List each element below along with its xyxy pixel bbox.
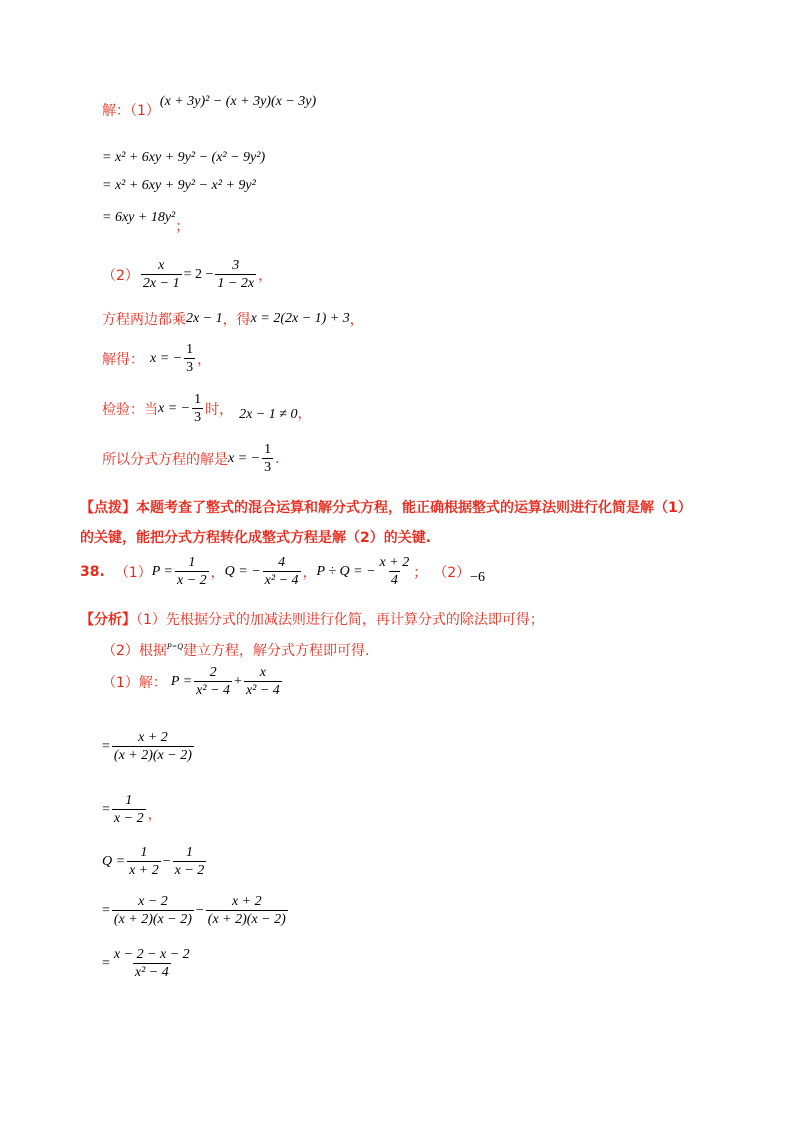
analysis-line-2 bbox=[102, 640, 369, 660]
q38-Q-fraction: $\frac{4}{\text{x² − 4}}$ bbox=[264, 555, 299, 589]
step-2: = x² + 6xy + 9y² − x² + 9y² bbox=[102, 178, 256, 193]
q38-part2-label: （2） bbox=[433, 564, 471, 581]
q38-number: 38. bbox=[80, 563, 105, 580]
solve-fraction: $\frac{1}{3}$ bbox=[186, 342, 194, 376]
check-label-b: 时， bbox=[205, 401, 234, 418]
analysis-text-1: （1）先根据分式的加减法则进行化简，再计算分式的除法即可得； bbox=[136, 612, 544, 628]
Q-def: Q = bbox=[102, 853, 126, 869]
comment-tag: 【点拨】 bbox=[80, 500, 136, 516]
solve-row bbox=[102, 342, 211, 376]
conclusion-label: 所以分式方程的解是 bbox=[102, 451, 228, 468]
comment-line-1 bbox=[80, 497, 692, 517]
both-sides-label: 方程两边都乘 bbox=[102, 312, 186, 328]
comment-text-1: 本题考查了整式的混合运算和解分式方程，能正确根据整式的运算法则进行化简是解（1） bbox=[136, 500, 692, 516]
eq2-lhs-fraction: $\frac{x}{2x - 1}$ bbox=[142, 258, 180, 292]
sol38-plus: + bbox=[234, 673, 242, 689]
eq2-comma: ， bbox=[258, 267, 273, 284]
Q-step-2 bbox=[102, 947, 194, 981]
multiply-comma: ， bbox=[349, 312, 364, 328]
sol38-P-frac-2: $\frac{x}{\text{x² − 4}}$ bbox=[245, 665, 280, 699]
sol38-label: （1）解： bbox=[102, 674, 167, 691]
q38-comma-2: ， bbox=[302, 564, 317, 581]
multiplier: 2x − 1 bbox=[186, 311, 223, 326]
Q-step-1 bbox=[102, 894, 290, 928]
analysis-line-1 bbox=[80, 609, 544, 629]
s2-eq: = bbox=[102, 801, 110, 817]
conclusion-x: x = − bbox=[228, 450, 261, 466]
check-fraction: $\frac{1}{3}$ bbox=[194, 392, 202, 426]
step-3-end: ； bbox=[175, 219, 190, 235]
q38-PdivQ: P ÷ Q = − bbox=[316, 563, 376, 579]
simplify-step-1 bbox=[102, 730, 196, 764]
multiply-row bbox=[102, 309, 364, 329]
Q-frac-2: $\frac{1}{x - 2}$ bbox=[174, 845, 205, 879]
t2-fraction: $\frac{x - 2 - x - 2}{\text{x² − 4}}$ bbox=[113, 947, 190, 981]
t1-frac-1: $\frac{x - 2}{(x + 2)(x - 2)}$ bbox=[113, 894, 192, 928]
eq2-rhs-fraction: $\frac{3}{1 - 2x}$ bbox=[217, 258, 255, 292]
Q-frac-1: $\frac{1}{x + 2}$ bbox=[129, 845, 159, 879]
q38-P-fraction: $\frac{1}{x - 2}$ bbox=[176, 555, 207, 589]
Q-definition-row bbox=[102, 845, 208, 879]
q38-answer-row bbox=[80, 555, 485, 589]
t1-minus: − bbox=[195, 902, 204, 918]
sol38-P-frac-1: $\frac{2}{\text{x² − 4}}$ bbox=[196, 665, 231, 699]
t1-eq: = bbox=[102, 902, 110, 918]
q38-semicolon: ； bbox=[413, 564, 428, 581]
get-label: ，得 bbox=[222, 312, 251, 328]
analysis-text-2b: 建立方程，解分式方程即可得. bbox=[182, 643, 370, 659]
solution-part1-header bbox=[102, 94, 317, 120]
Q-minus: − bbox=[162, 853, 171, 869]
eq2-mid: = 2 − bbox=[183, 266, 214, 282]
solve-label: 解得： bbox=[102, 351, 144, 368]
solution-label: 解：（1） bbox=[102, 103, 160, 119]
t2-eq: = bbox=[102, 955, 110, 971]
check-label-a: 检验：当 bbox=[102, 401, 158, 418]
check-inequality: 2x − 1 ≠ 0 bbox=[239, 406, 298, 422]
analysis-tag: 【分析】 bbox=[80, 612, 136, 628]
s1-eq: = bbox=[102, 738, 110, 754]
q38-P: P = bbox=[151, 563, 173, 579]
conclusion-fraction: $\frac{1}{3}$ bbox=[264, 442, 272, 476]
step-3: = 6xy + 18y² bbox=[102, 210, 176, 225]
s2-fraction: $\frac{1}{x - 2}$ bbox=[113, 793, 144, 827]
step-1: = x² + 6xy + 9y² − (x² − 9y²) bbox=[102, 150, 266, 165]
solve-comma: ， bbox=[197, 351, 212, 368]
analysis-condition: P=Q bbox=[166, 641, 183, 651]
integral-equation: x = 2(2x − 1) + 3 bbox=[250, 311, 350, 326]
q38-comma-1: ， bbox=[210, 564, 225, 581]
s1-fraction: $\frac{x + 2}{(x + 2)(x - 2)}$ bbox=[113, 730, 192, 764]
conclusion-period: . bbox=[275, 450, 280, 467]
part2-label: （2） bbox=[102, 267, 139, 284]
q38-part1-label: （1） bbox=[114, 564, 152, 581]
simplify-step-2 bbox=[102, 793, 162, 827]
t1-frac-2: $\frac{x + 2}{(x + 2)(x - 2)}$ bbox=[207, 894, 286, 928]
check-x: x = − bbox=[158, 400, 191, 416]
sol38-P-row bbox=[102, 665, 284, 699]
comment-line-2: 的关键，能把分式方程转化成整式方程是解（2）的关键. bbox=[80, 530, 432, 546]
conclusion-row bbox=[102, 442, 280, 476]
q38-Q: Q = − bbox=[224, 563, 261, 579]
s2-comma: ， bbox=[147, 806, 162, 823]
solve-x: x = − bbox=[150, 350, 183, 366]
step-3-row bbox=[102, 208, 190, 235]
sol38-P: P = bbox=[170, 673, 193, 689]
expression-1: (x + 3y)² − (x + 3y)(x − 3y) bbox=[159, 94, 317, 109]
equation-2-row bbox=[102, 258, 272, 292]
analysis-text-2a: （2）根据 bbox=[102, 643, 167, 659]
q38-answer-2: −6 bbox=[470, 569, 486, 585]
q38-PdivQ-fraction: $\frac{x + 2}{4}$ bbox=[379, 555, 410, 589]
check-row bbox=[102, 392, 311, 426]
check-comma: ， bbox=[297, 405, 312, 422]
